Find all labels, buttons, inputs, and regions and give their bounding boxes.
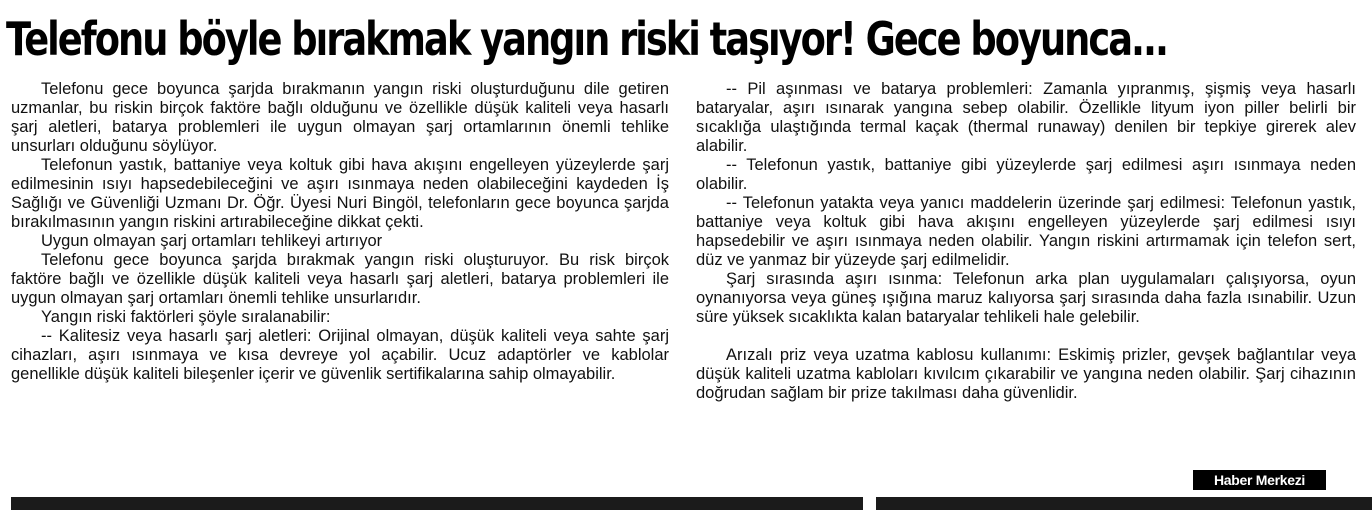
article-paragraph: Telefonu gece boyunca şarjda bırakmak yangın riski oluşturuyor. Bu risk birçok faktöre bağlı ve özellikle düşük kaliteli veya hasarlı şarj aletleri, batarya problemleri ile uygun olmayan şarj ortamları önemli tehlike unsurlarıdır. bbox=[11, 251, 669, 307]
bottom-divider-bar bbox=[11, 497, 863, 510]
article-paragraph: -- Pil aşınması ve batarya problemleri: Zamanla yıpranmış, şişmiş veya hasarlı bataryalar, aşırı ısınarak yangına sebep olabilir. Özellikle lityum iyon piller belirli bir sıcaklığa ulaştığında termal kaçak (thermal runaway) denilen bir tepkiye girerek alev alabilir. bbox=[696, 80, 1356, 155]
article-paragraph: -- Kalitesiz veya hasarlı şarj aletleri: Orijinal olmayan, düşük kaliteli veya sahte şarj cihazları, aşırı ısınmaya ve kısa devreye yol açabilir. Ucuz adaptörler ve kablolar genellikle düşük kaliteli bileşenler içerir ve güvenlik sertifikalarına sahip olmayabilir. bbox=[11, 327, 669, 383]
article-paragraph: -- Telefonun yatakta veya yanıcı maddelerin üzerinde şarj edilmesi: Telefonun yastık, battaniye veya koltuk gibi hava akışını engelleyen yüzeylerde şarj edilmesi ısıyı hapsedebilir ve aşırı ısınmaya neden olabilir. Yangın riskini artırmamak için telefon sert, düz ve yanmaz bir yüzeyde şarj edilmelidir. bbox=[696, 194, 1356, 269]
article-subheading: Uygun olmayan şarj ortamları tehlikeyi artırıyor bbox=[41, 232, 383, 250]
article-paragraph: Yangın riski faktörleri şöyle sıralanabilir: bbox=[41, 308, 331, 326]
article-right-column bbox=[696, 80, 1356, 403]
bottom-divider-bar bbox=[876, 497, 1372, 510]
article-paragraph: Şarj sırasında aşırı ısınma: Telefonun arka plan uygulamaları çalışıyorsa, oyun oynanıyorsa veya güneş ışığına maruz kalıyorsa şarj sırasında daha fazla ısınabilir. Uzun süre yüksek sıcaklıkta kalan bataryalar tehlikeli hale gelebilir. bbox=[696, 270, 1356, 326]
article-left-column bbox=[11, 80, 669, 384]
headline: Telefonu böyle bırakmak yangın riski taşıyor! Gece boyunca... bbox=[6, 12, 1167, 66]
byline-badge: Haber Merkezi bbox=[1193, 470, 1326, 490]
article-paragraph: -- Telefonun yastık, battaniye gibi yüzeylerde şarj edilmesi aşırı ısınmaya neden olabilir. bbox=[696, 156, 1356, 193]
article-paragraph: Arızalı priz veya uzatma kablosu kullanımı: Eskimiş prizler, gevşek bağlantılar veya düşük kaliteli uzatma kabloları kıvılcım çıkarabilir ve yangına neden olabilir. Şarj cihazının doğrudan sağlam bir prize takılması daha güvenlidir. bbox=[696, 346, 1356, 402]
article-paragraph: Telefonun yastık, battaniye veya koltuk gibi hava akışını engelleyen yüzeylerde şarj edilmesinin ısıyı hapsedebileceğini ve aşırı ısınmaya neden olabileceğini kaydeden İş Sağlığı ve Güvenliği Uzmanı Dr. Öğr. Üyesi Nuri Bingöl, telefonların gece boyunca şarjda bırakılmasının yangın riskini artırabileceğine dikkat çekti. bbox=[11, 156, 669, 231]
article-paragraph: Telefonu gece boyunca şarjda bırakmanın yangın riski oluşturduğunu dile getiren uzmanlar, bu riskin birçok faktöre bağlı olduğunu ve özellikle düşük kaliteli veya hasarlı şarj aletleri, batarya problemleri ile uygun olmayan şarj ortamlarının önemli tehlike unsurları olduğunu söylüyor. bbox=[11, 80, 669, 155]
